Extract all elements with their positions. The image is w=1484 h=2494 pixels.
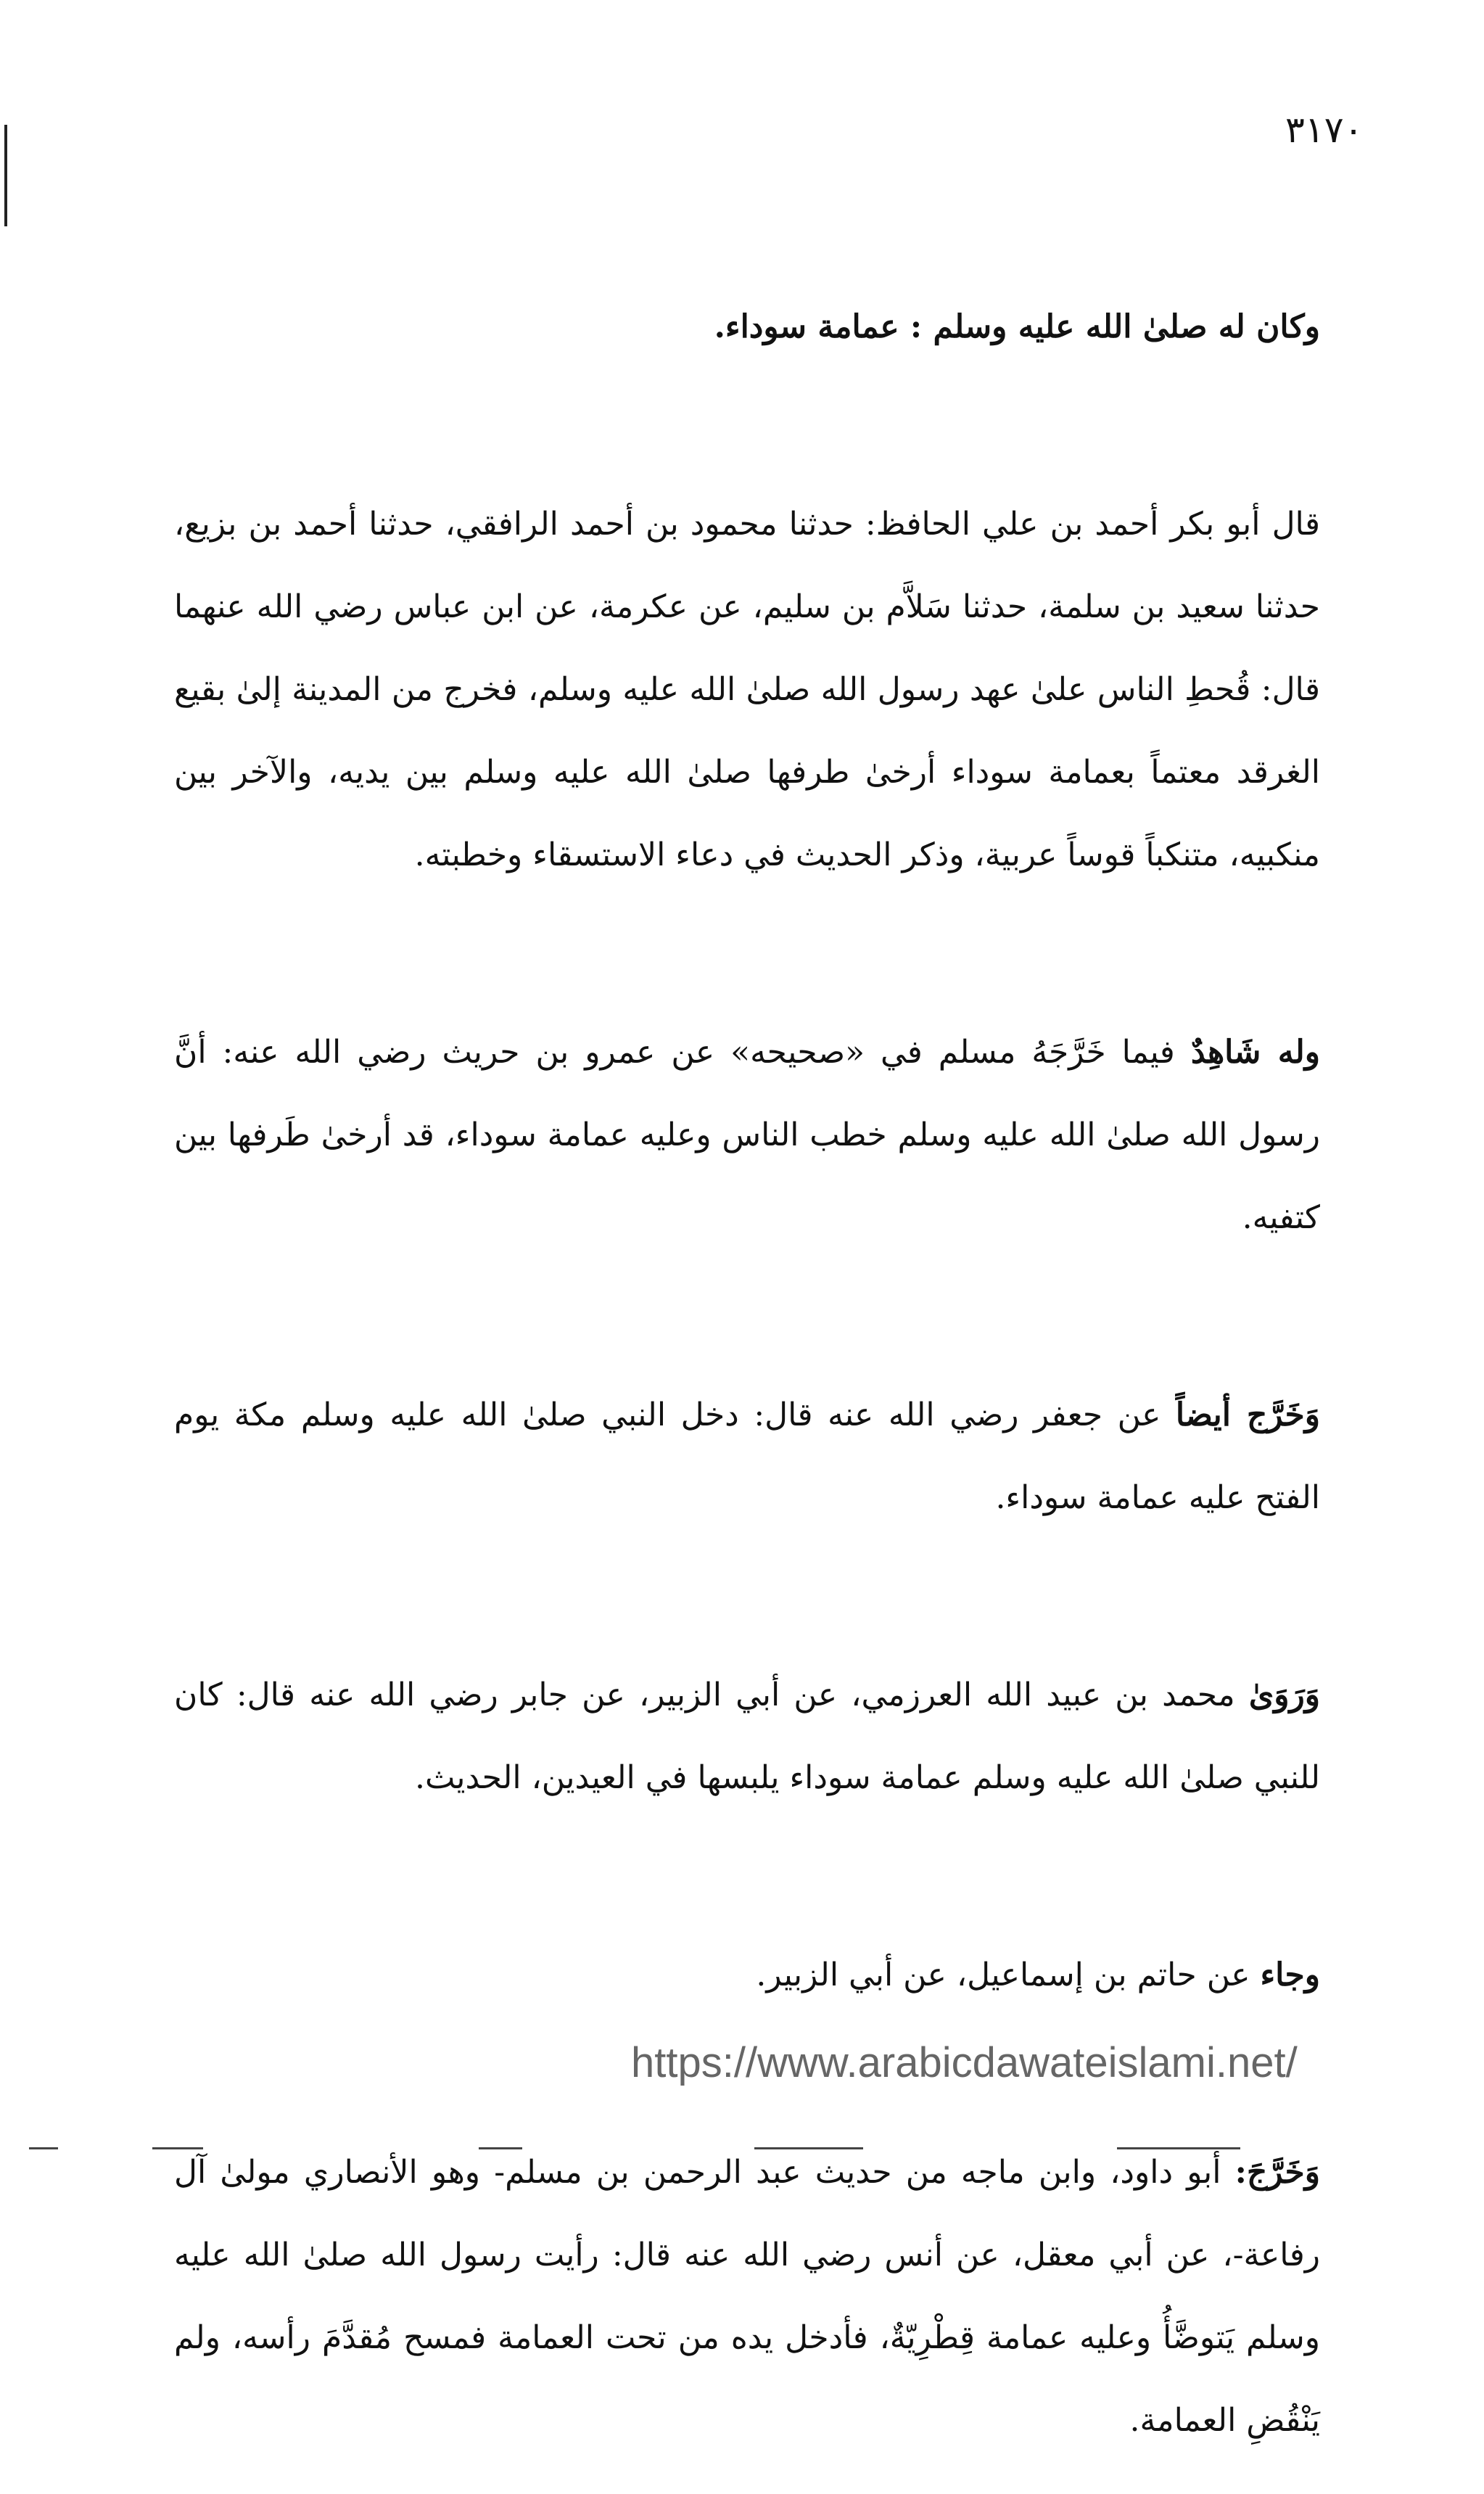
paragraph-2-text: قال أبو بكر أحمد بن علي الحافظ: حدثنا محمود بن أحمد الرافقي، حدثنا أحمد بن بزيع، حدثنا سعيد بن سلمة، حدثنا سَلاَّم بن سليم، عن عكرمة، عن ابن عباس رضي الله عنهما قال: قُحطِ الناس علىٰ عهد رسول الله صلىٰ الله عليه وسلم، فخرج من المدينة إلىٰ بقيع الغرقد معتماً بعمامة سوداء أرخىٰ طرفها صلىٰ الله عليه وسلم بين يديه، والآخر بين منكبيه، متنكباً قوساً عربية، وذكر الحديث في دعاء الاستسقاء وخطبته. [174, 506, 1320, 873]
paragraph-3-lead: وله شَاهِدٌ [1190, 1034, 1320, 1071]
paragraph-3-text: فيما خَرَّجَهُ مسلم في «صحيحه» عن عمرو بن حريث رضي الله عنه: أنَّ رسول الله صلىٰ الله عليه وسلم خطب الناس وعليه عمامة سوداء، قد أرخىٰ طَرفها بين كتفيه. [174, 1034, 1320, 1236]
watermark-url: https://www.arabicdawateislami.net/ [631, 2039, 1298, 2086]
paragraph-1 [174, 203, 1320, 369]
paragraph-6-text: عن حاتم بن إسماعيل، عن أبي الزبير. [756, 1956, 1261, 1993]
paragraph-6-lead: وجاء [1260, 1956, 1320, 1993]
paragraph-7 [174, 2049, 1320, 2462]
paragraph-4 [174, 1291, 1320, 1539]
paragraph-4-text: عن جعفر رضي الله عنه قال: دخل النبي صلىٰ الله عليه وسلم مكة يوم الفتح عليه عمامة سوداء. [174, 1396, 1320, 1516]
paragraph-6 [174, 1851, 1320, 2017]
scan-footer-marks [29, 2147, 1451, 2152]
paragraph-5-lead: وَرَوَىٰ [1248, 1676, 1320, 1713]
paragraph-5-text: محمد بن عبيد الله العرزمي، عن أبي الزبير، عن جابر رضي الله عنه قال: كان للنبي صلىٰ الله عليه وسلم عمامة سوداء يلبسها في العيدين، الحديث. [174, 1676, 1320, 1796]
paragraph-7-lead: وَخَرَّجَ: [1234, 2154, 1320, 2191]
paragraph-7-text: أبو داود، وابن ماجه من حديث عبد الرحمن بن مسلم- وهو الأنصاري مولىٰ آل رفاعة-، عن أبي معقل، عن أنس رضي الله عنه قال: رأيت رسول الله صلىٰ الله عليه وسلم يَتوضَّأُ وعليه عمامة قِطْرِيّةٌ، فأدخل يده من تحت العمامة فمسح مُقدَّمَ رأسه، ولم يَنْقُضِ العمامة. [174, 2154, 1320, 2439]
scan-edge-mark [4, 125, 7, 226]
page-number: ٣١٧٠ [1285, 109, 1364, 151]
paragraph-3 [174, 929, 1320, 1259]
paragraph-1-text: وكان له صلىٰ الله عليه وسلم : عمامة سوداء. [714, 308, 1320, 345]
paragraph-4-lead: وَخَرَّج أيضاً [1175, 1396, 1320, 1433]
paragraph-2 [174, 400, 1320, 897]
paragraph-5 [174, 1571, 1320, 1819]
